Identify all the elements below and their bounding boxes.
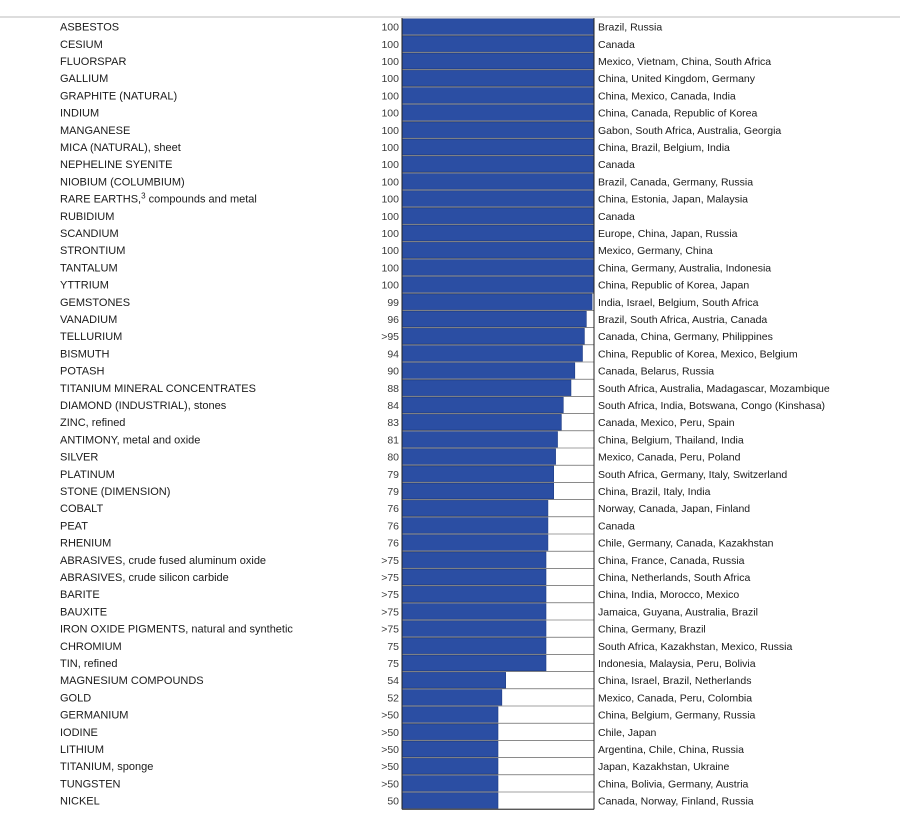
bar	[402, 122, 594, 138]
rows-layer	[60, 19, 830, 809]
bar	[402, 294, 592, 310]
mineral-label	[60, 142, 181, 154]
mineral-name: TITANIUM MINERAL CONCENTRATES	[60, 382, 256, 395]
mineral-name: TELLURIUM	[60, 331, 123, 344]
chart-row	[60, 380, 830, 396]
value-label: >50	[381, 726, 399, 739]
chart-row	[60, 225, 738, 241]
chart-row	[60, 139, 730, 155]
mineral-name: MANGANESE	[60, 124, 131, 137]
country-list: Chile, Germany, Canada, Kazakhstan	[598, 537, 774, 550]
bar	[402, 604, 546, 620]
mineral-label	[60, 245, 125, 257]
value-label: 76	[387, 537, 399, 550]
country-list: China, Israel, Brazil, Netherlands	[598, 675, 752, 688]
country-list: South Africa, India, Botswana, Congo (Kinshasa)	[598, 400, 826, 412]
bar	[402, 569, 546, 585]
value-label: 76	[387, 520, 399, 533]
country-list: Mexico, Canada, Peru, Poland	[598, 451, 741, 464]
mineral-name: ANTIMONY,	[60, 434, 120, 447]
value-label: 100	[381, 56, 399, 68]
value-label: 54	[387, 675, 399, 688]
chart-row	[60, 707, 756, 723]
chart-row	[60, 535, 774, 551]
bar	[402, 690, 502, 706]
bar	[402, 724, 498, 740]
value-label: 96	[387, 314, 399, 326]
chart-row	[60, 311, 767, 327]
chart-row	[60, 346, 798, 362]
footnote-marker: 3	[141, 191, 146, 201]
mineral-label	[60, 520, 88, 532]
chart-row	[60, 191, 748, 207]
bar	[402, 88, 594, 104]
mineral-label	[60, 383, 256, 395]
country-list: China, India, Morocco, Mexico	[598, 589, 740, 602]
bar	[402, 432, 558, 448]
value-label: >75	[381, 623, 399, 636]
country-list: South Africa, Germany, Italy, Switzerland	[598, 468, 788, 481]
country-list: Mexico, Canada, Peru, Colombia	[598, 692, 753, 705]
bar	[402, 225, 594, 241]
value-label: 75	[387, 640, 399, 653]
chart-row	[60, 328, 773, 344]
country-list: Canada, China, Germany, Philippines	[598, 331, 773, 344]
bar	[402, 672, 506, 688]
mineral-label	[60, 192, 257, 206]
mineral-name: ASBESTOS	[60, 21, 120, 34]
chart-row	[60, 174, 753, 190]
mineral-label	[60, 280, 109, 292]
chart-row	[60, 690, 752, 706]
value-label: 80	[387, 451, 399, 464]
chart-row	[60, 604, 758, 620]
mineral-name: YTTRIUM	[60, 279, 109, 292]
value-label: >50	[381, 761, 399, 774]
mineral-label	[60, 761, 153, 773]
mineral-name: ABRASIVES,	[60, 554, 126, 567]
mineral-name: NIOBIUM (COLUMBIUM)	[60, 176, 185, 189]
chart-row	[60, 655, 756, 671]
bar	[402, 552, 546, 568]
country-list: Indonesia, Malaysia, Peru, Bolivia	[598, 658, 756, 670]
mineral-name: BISMUTH	[60, 348, 110, 361]
mineral-name: ABRASIVES,	[60, 572, 126, 584]
chart-row	[60, 260, 771, 276]
value-label: 83	[387, 417, 399, 430]
mineral-name: NICKEL	[60, 795, 100, 808]
value-label: >50	[381, 709, 399, 722]
mineral-label	[60, 727, 98, 739]
bar	[402, 414, 561, 430]
country-list: Canada, Belarus, Russia	[598, 365, 715, 378]
value-label: 79	[387, 486, 399, 498]
mineral-label	[60, 675, 204, 687]
bar	[402, 741, 498, 757]
bar	[402, 638, 546, 654]
value-label: 84	[387, 400, 399, 412]
country-list: Gabon, South Africa, Australia, Georgia	[598, 124, 782, 137]
mineral-label	[60, 589, 100, 601]
chart-row	[60, 672, 752, 688]
chart-row	[60, 414, 735, 430]
country-list: China, Republic of Korea, Mexico, Belgium	[598, 348, 798, 361]
chart-row	[60, 277, 749, 293]
country-list: Mexico, Vietnam, China, South Africa	[598, 56, 772, 68]
chart-row	[60, 88, 736, 104]
mineral-label	[60, 22, 119, 34]
bar	[402, 483, 554, 499]
mineral-name: MICA (NATURAL),	[60, 142, 151, 154]
chart-row	[60, 569, 750, 585]
mineral-label	[60, 796, 100, 808]
bar	[402, 346, 582, 362]
mineral-name: GERMANIUM	[60, 709, 129, 722]
mineral-label	[60, 228, 119, 240]
mineral-label	[60, 417, 125, 429]
country-list: China, Mexico, Canada, India	[598, 90, 736, 103]
bar	[402, 707, 498, 723]
mineral-name: SILVER	[60, 451, 99, 464]
value-label: 94	[387, 348, 399, 361]
chart-row	[60, 36, 635, 52]
chart-row	[60, 449, 741, 465]
value-label: 100	[381, 176, 399, 189]
bar	[402, 36, 594, 52]
chart-row	[60, 105, 758, 121]
country-list: Mexico, Germany, China	[598, 245, 713, 258]
mineral-name: RUBIDIUM	[60, 210, 115, 223]
value-label: 100	[381, 107, 399, 120]
country-list: China, Estonia, Japan, Malaysia	[598, 193, 748, 206]
chart-row	[60, 53, 771, 69]
mineral-name: BAUXITE	[60, 606, 108, 619]
bar	[402, 466, 554, 482]
mineral-name: TIN,	[60, 658, 81, 670]
mineral-label	[60, 56, 126, 68]
mineral-form: compounds and metal	[145, 193, 257, 206]
bar	[402, 311, 586, 327]
mineral-name: RHENIUM	[60, 537, 112, 550]
value-label: 100	[381, 73, 399, 86]
mineral-label	[60, 744, 104, 756]
value-label: >75	[381, 606, 399, 619]
chart-row	[60, 294, 759, 310]
chart-row	[60, 793, 754, 809]
chart-row	[60, 724, 657, 740]
mineral-label	[60, 469, 115, 481]
mineral-form: sheet	[150, 142, 181, 154]
bar	[402, 139, 594, 155]
mineral-label	[60, 538, 111, 550]
mineral-name: CHROMIUM	[60, 640, 122, 653]
value-label: 52	[387, 692, 399, 705]
chart-row	[60, 483, 711, 499]
bar	[402, 449, 556, 465]
chart-row	[60, 758, 729, 774]
bar	[402, 758, 498, 774]
mineral-form: sponge	[114, 761, 154, 774]
bar	[402, 53, 594, 69]
mineral-label	[60, 125, 130, 137]
mineral-name: FLUORSPAR	[60, 56, 127, 68]
bar	[402, 776, 498, 792]
mineral-label	[60, 90, 177, 102]
mineral-label	[60, 503, 103, 515]
chart-row	[60, 156, 635, 172]
country-list: China, Canada, Republic of Korea	[598, 107, 758, 120]
country-list: Canada	[598, 520, 635, 533]
bar	[402, 208, 594, 224]
bar	[402, 156, 594, 172]
value-label: 100	[381, 159, 399, 172]
mineral-name: LITHIUM	[60, 744, 104, 756]
bar	[402, 793, 498, 809]
mineral-name: POTASH	[60, 365, 105, 378]
country-list: Argentina, Chile, China, Russia	[598, 744, 744, 756]
mineral-name: INDIUM	[60, 107, 100, 120]
chart-row	[60, 466, 787, 482]
mineral-name: VANADIUM	[60, 314, 118, 326]
chart-row	[60, 122, 781, 138]
country-list: China, United Kingdom, Germany	[598, 73, 755, 86]
mineral-label	[60, 331, 122, 343]
country-list: China, Germany, Brazil	[598, 623, 706, 636]
country-list: Canada, Mexico, Peru, Spain	[598, 417, 735, 430]
country-list: Canada	[598, 38, 635, 51]
mineral-label	[60, 624, 293, 636]
mineral-label	[60, 606, 107, 618]
chart-row	[60, 19, 662, 35]
mineral-name: TUNGSTEN	[60, 778, 121, 791]
value-label: 100	[381, 245, 399, 258]
mineral-label	[60, 348, 110, 360]
value-label: 100	[381, 210, 399, 223]
chart-row	[60, 638, 793, 654]
mineral-label	[60, 572, 229, 584]
country-list: Brazil, Canada, Germany, Russia	[598, 176, 754, 189]
country-list: South Africa, Kazakhstan, Mexico, Russia	[598, 640, 793, 653]
country-list: India, Israel, Belgium, South Africa	[598, 296, 759, 309]
value-label: >95	[381, 331, 399, 344]
bar	[402, 174, 594, 190]
value-label: >75	[381, 572, 399, 584]
mineral-name: GOLD	[60, 692, 92, 705]
mineral-label	[60, 314, 117, 326]
value-label: >50	[381, 778, 399, 791]
value-label: 76	[387, 503, 399, 516]
bar	[402, 500, 548, 516]
bar	[402, 380, 571, 396]
mineral-name: SCANDIUM	[60, 228, 119, 240]
country-list: China, Belgium, Thailand, India	[598, 434, 744, 447]
value-label: 100	[381, 124, 399, 137]
value-label: 79	[387, 468, 399, 481]
chart-row	[60, 500, 750, 516]
mineral-name: GEMSTONES	[60, 296, 131, 309]
mineral-name: BARITE	[60, 589, 100, 602]
mineral-label	[60, 176, 185, 188]
mineral-name: CESIUM	[60, 38, 103, 51]
country-list: Norway, Canada, Japan, Finland	[598, 503, 751, 516]
mineral-name: PLATINUM	[60, 468, 115, 481]
chart-row	[60, 776, 749, 792]
country-list: Canada, Norway, Finland, Russia	[598, 795, 754, 808]
mineral-name: GALLIUM	[60, 73, 109, 86]
mineral-name: ZINC,	[60, 417, 89, 430]
country-list: China, France, Canada, Russia	[598, 554, 745, 567]
value-label: 100	[381, 262, 399, 275]
bar	[402, 535, 548, 551]
country-list: South Africa, Australia, Madagascar, Mozambique	[598, 382, 830, 395]
bar	[402, 70, 594, 86]
country-list: Chile, Japan	[598, 726, 657, 739]
mineral-name: DIAMOND (INDUSTRIAL),	[60, 400, 191, 412]
value-label: 75	[387, 658, 399, 670]
country-list: China, Brazil, Italy, India	[598, 486, 711, 498]
bar	[402, 260, 594, 276]
mineral-name: MAGNESIUM COMPOUNDS	[60, 675, 204, 688]
mineral-label	[60, 778, 121, 790]
country-list: China, Netherlands, South Africa	[598, 572, 751, 584]
mineral-form: refined	[88, 417, 126, 430]
mineral-label	[60, 73, 108, 85]
country-list: China, Republic of Korea, Japan	[598, 279, 750, 292]
bar	[402, 277, 594, 293]
bar	[402, 397, 563, 413]
value-label: 99	[387, 296, 399, 309]
mineral-label	[60, 159, 172, 171]
value-label: 100	[381, 142, 399, 154]
country-list: China, Germany, Australia, Indonesia	[598, 262, 772, 275]
mineral-form: crude silicon carbide	[125, 572, 229, 584]
mineral-label	[60, 211, 114, 223]
mineral-form: natural and synthetic	[188, 623, 293, 636]
country-list: Brazil, Russia	[598, 21, 663, 34]
chart-row	[60, 518, 635, 534]
country-list: Canada	[598, 159, 635, 172]
bar	[402, 191, 594, 207]
value-label: 100	[381, 228, 399, 240]
value-label: 90	[387, 365, 399, 378]
mineral-label	[60, 262, 118, 274]
mineral-name: GRAPHITE (NATURAL)	[60, 90, 178, 103]
mineral-name: STRONTIUM	[60, 245, 126, 258]
mineral-name: TANTALUM	[60, 262, 118, 275]
bar	[402, 655, 546, 671]
mineral-form: stones	[190, 400, 227, 412]
country-list: China, Belgium, Germany, Russia	[598, 709, 756, 722]
mineral-label	[60, 658, 117, 670]
chart-row	[60, 242, 713, 258]
value-label: >75	[381, 589, 399, 602]
mineral-label	[60, 39, 103, 51]
mineral-name: PEAT	[60, 520, 88, 533]
country-list: Brazil, South Africa, Austria, Canada	[598, 314, 768, 326]
mineral-form: refined	[80, 658, 118, 670]
country-list: China, Brazil, Belgium, India	[598, 142, 730, 154]
value-label: 100	[381, 279, 399, 292]
value-label: >75	[381, 554, 399, 567]
bar	[402, 363, 575, 379]
bar	[402, 328, 584, 344]
mineral-name: IRON OXIDE PIGMENTS,	[60, 623, 189, 636]
value-label: 50	[387, 795, 399, 808]
chart-row	[60, 363, 714, 379]
chart-row	[60, 70, 756, 86]
mineral-label	[60, 366, 104, 378]
value-label: 100	[381, 21, 399, 34]
mineral-label	[60, 710, 128, 722]
mineral-label	[60, 108, 99, 120]
country-list: Jamaica, Guyana, Australia, Brazil	[598, 606, 758, 619]
chart-row	[60, 397, 825, 413]
bar	[402, 621, 546, 637]
mineral-label	[60, 434, 200, 446]
chart-row	[60, 586, 739, 602]
chart-row	[60, 621, 706, 637]
country-list: China, Bolivia, Germany, Austria	[598, 778, 749, 791]
mineral-name: STONE (DIMENSION)	[60, 486, 171, 498]
bar	[402, 19, 594, 35]
chart-row	[60, 208, 635, 224]
mineral-label	[60, 555, 266, 567]
value-label: >50	[381, 744, 399, 756]
mineral-form: crude fused aluminum oxide	[125, 554, 267, 567]
value-label: 88	[387, 382, 399, 395]
bar	[402, 518, 548, 534]
value-label: 100	[381, 38, 399, 51]
value-label: 81	[387, 434, 399, 447]
bar	[402, 242, 594, 258]
bar	[402, 105, 594, 121]
mineral-label	[60, 452, 98, 464]
mineral-name: NEPHELINE SYENITE	[60, 159, 173, 172]
mineral-name: RARE EARTHS,	[60, 193, 142, 206]
country-list: Canada	[598, 210, 635, 223]
mineral-name: COBALT	[60, 503, 104, 516]
mineral-label	[60, 486, 170, 498]
mineral-label	[60, 400, 227, 412]
value-label: 100	[381, 193, 399, 206]
mineral-label	[60, 641, 122, 653]
mineral-name: TITANIUM,	[60, 761, 115, 774]
bar	[402, 586, 546, 602]
mineral-label	[60, 692, 91, 704]
mineral-name: IODINE	[60, 726, 98, 739]
mineral-form: metal and oxide	[119, 434, 201, 447]
country-list: Japan, Kazakhstan, Ukraine	[598, 761, 730, 774]
mineral-label	[60, 297, 130, 309]
value-label: 100	[381, 90, 399, 103]
country-list: Europe, China, Japan, Russia	[598, 228, 738, 240]
